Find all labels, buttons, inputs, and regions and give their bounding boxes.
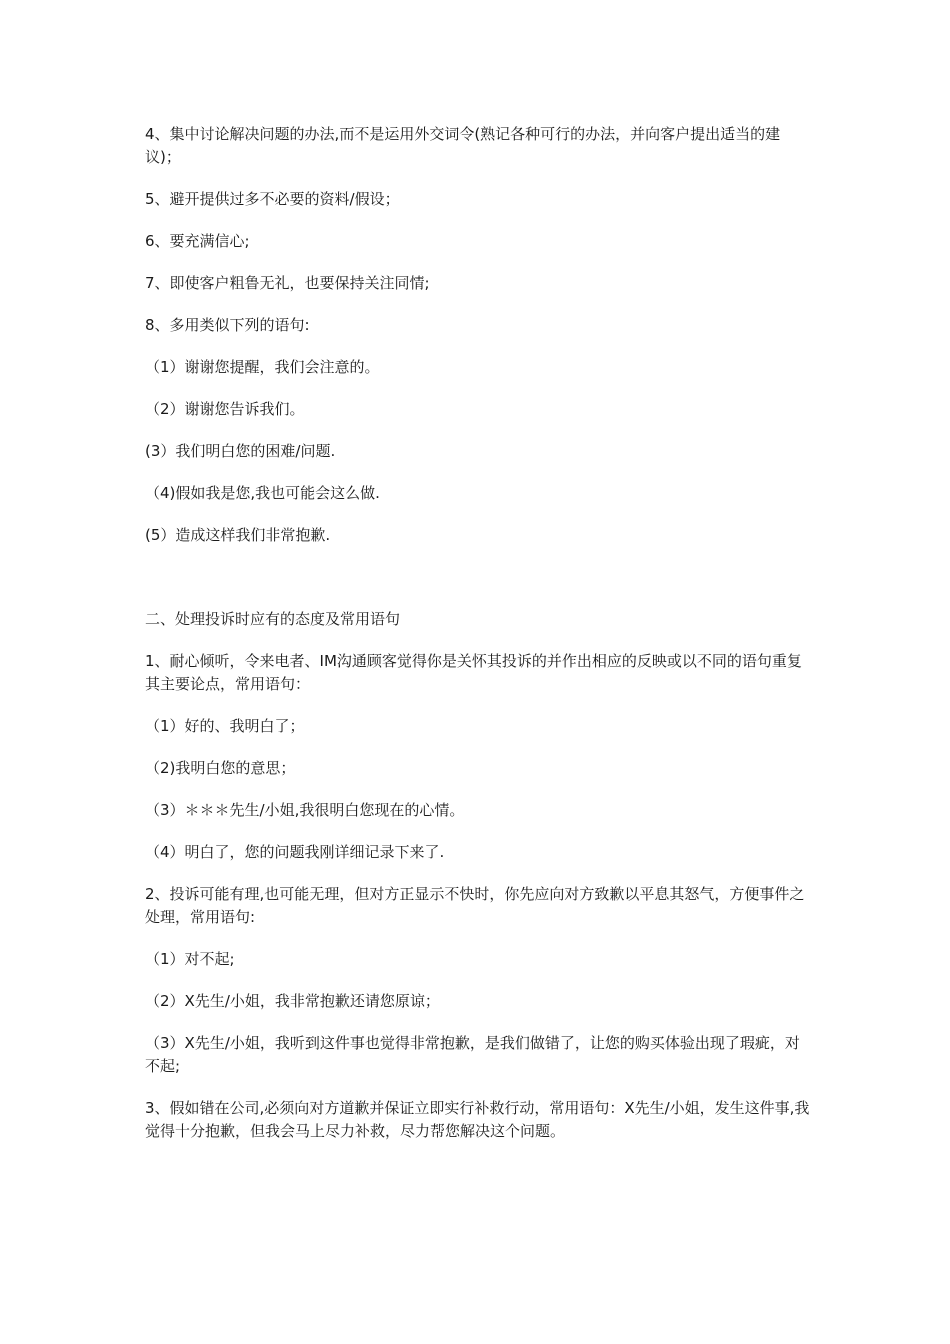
attitude-1-phrase-4: （4）明白了，您的问题我刚详细记录下来了. bbox=[145, 843, 445, 861]
list-item-8: 8、多用类似下列的语句: bbox=[145, 316, 310, 334]
document-page bbox=[145, 123, 810, 1162]
phrase-item-1: （1）谢谢您提醒，我们会注意的。 bbox=[145, 358, 380, 376]
attitude-item-1: 1、耐心倾听，令来电者、IM沟通顾客觉得你是关怀其投诉的并作出相应的反映或以不同的语句重复其主要论点，常用语句： bbox=[145, 652, 802, 693]
phrase-item-3: (3）我们明白您的困难/问题. bbox=[145, 442, 336, 460]
section-gap bbox=[145, 566, 810, 608]
list-item-4: 4、集中讨论解决问题的办法,而不是运用外交词令(熟记各种可行的办法，并向客户提出适当的建议)； bbox=[145, 125, 781, 166]
attitude-item-3: 3、假如错在公司,必须向对方道歉并保证立即实行补救行动，常用语句：X先生/小姐，发生这件事,我觉得十分抱歉，但我会马上尽力补救，尽力帮您解决这个问题。 bbox=[145, 1099, 810, 1140]
attitude-1-phrase-2: （2)我明白您的意思； bbox=[145, 759, 296, 777]
list-item-7: 7、即使客户粗鲁无礼，也要保持关注同情; bbox=[145, 274, 430, 292]
attitude-item-2: 2、投诉可能有理,也可能无理，但对方正显示不快时，你先应向对方致歉以平息其怒气，方便事件之处理，常用语句: bbox=[145, 885, 805, 926]
phrase-item-2: （2）谢谢您告诉我们。 bbox=[145, 400, 305, 418]
attitude-1-phrase-3: （3）＊＊＊先生/小姐,我很明白您现在的心情。 bbox=[145, 801, 465, 819]
section-title: 二、处理投诉时应有的态度及常用语句 bbox=[145, 610, 401, 628]
phrase-item-5: (5）造成这样我们非常抱歉. bbox=[145, 526, 331, 544]
attitude-1-phrase-1: （1）好的、我明白了； bbox=[145, 717, 305, 735]
list-item-5: 5、避开提供过多不必要的资料/假设； bbox=[145, 190, 400, 208]
attitude-2-phrase-2: （2）X先生/小姐，我非常抱歉还请您原谅； bbox=[145, 992, 440, 1010]
attitude-2-phrase-3: （3）X先生/小姐，我听到这件事也觉得非常抱歉，是我们做错了，让您的购买体验出现了瑕疵，对不起; bbox=[145, 1034, 800, 1075]
phrase-item-4: （4)假如我是您,我也可能会这么做. bbox=[145, 484, 380, 502]
attitude-2-phrase-1: （1）对不起; bbox=[145, 950, 235, 968]
list-item-6: 6、要充满信心; bbox=[145, 232, 250, 250]
